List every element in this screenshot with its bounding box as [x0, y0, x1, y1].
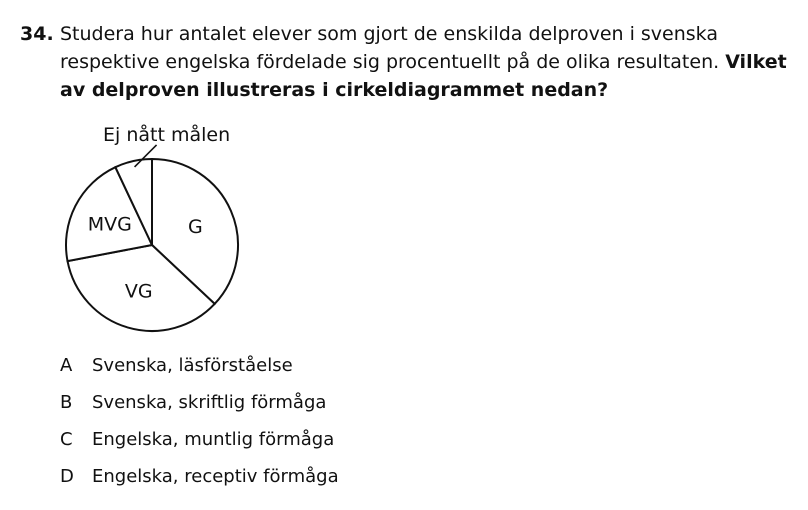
- callout-label: Ej nått målen: [103, 124, 231, 146]
- question-text-bold: Vilket av delproven illustreras i cirkeldiagrammet nedan?: [60, 51, 787, 101]
- option-letter: A: [60, 355, 73, 376]
- option-letter: C: [60, 429, 73, 450]
- option-letter: D: [60, 466, 74, 487]
- option-text: Svenska, läsförståelse: [92, 355, 293, 376]
- question-number: 34.: [20, 23, 54, 45]
- question-text-plain: Studera hur antalet elever som gjort de enskilda delproven i svenska respektive engelska fördelade sig procentuellt på de olika resultaten.: [60, 23, 726, 73]
- option-text: Svenska, skriftlig förmåga: [92, 392, 327, 413]
- pie-label-mvg: MVG: [87, 213, 132, 236]
- pie-slices: [66, 159, 238, 331]
- option-text: Engelska, muntlig förmåga: [92, 429, 335, 450]
- option-text: Engelska, receptiv förmåga: [92, 466, 339, 487]
- question-text: [60, 20, 790, 104]
- option-letter: B: [60, 392, 73, 413]
- pie-label-vg: VG: [124, 280, 153, 303]
- pie-chart: [55, 115, 275, 340]
- pie-label-g: G: [188, 216, 203, 239]
